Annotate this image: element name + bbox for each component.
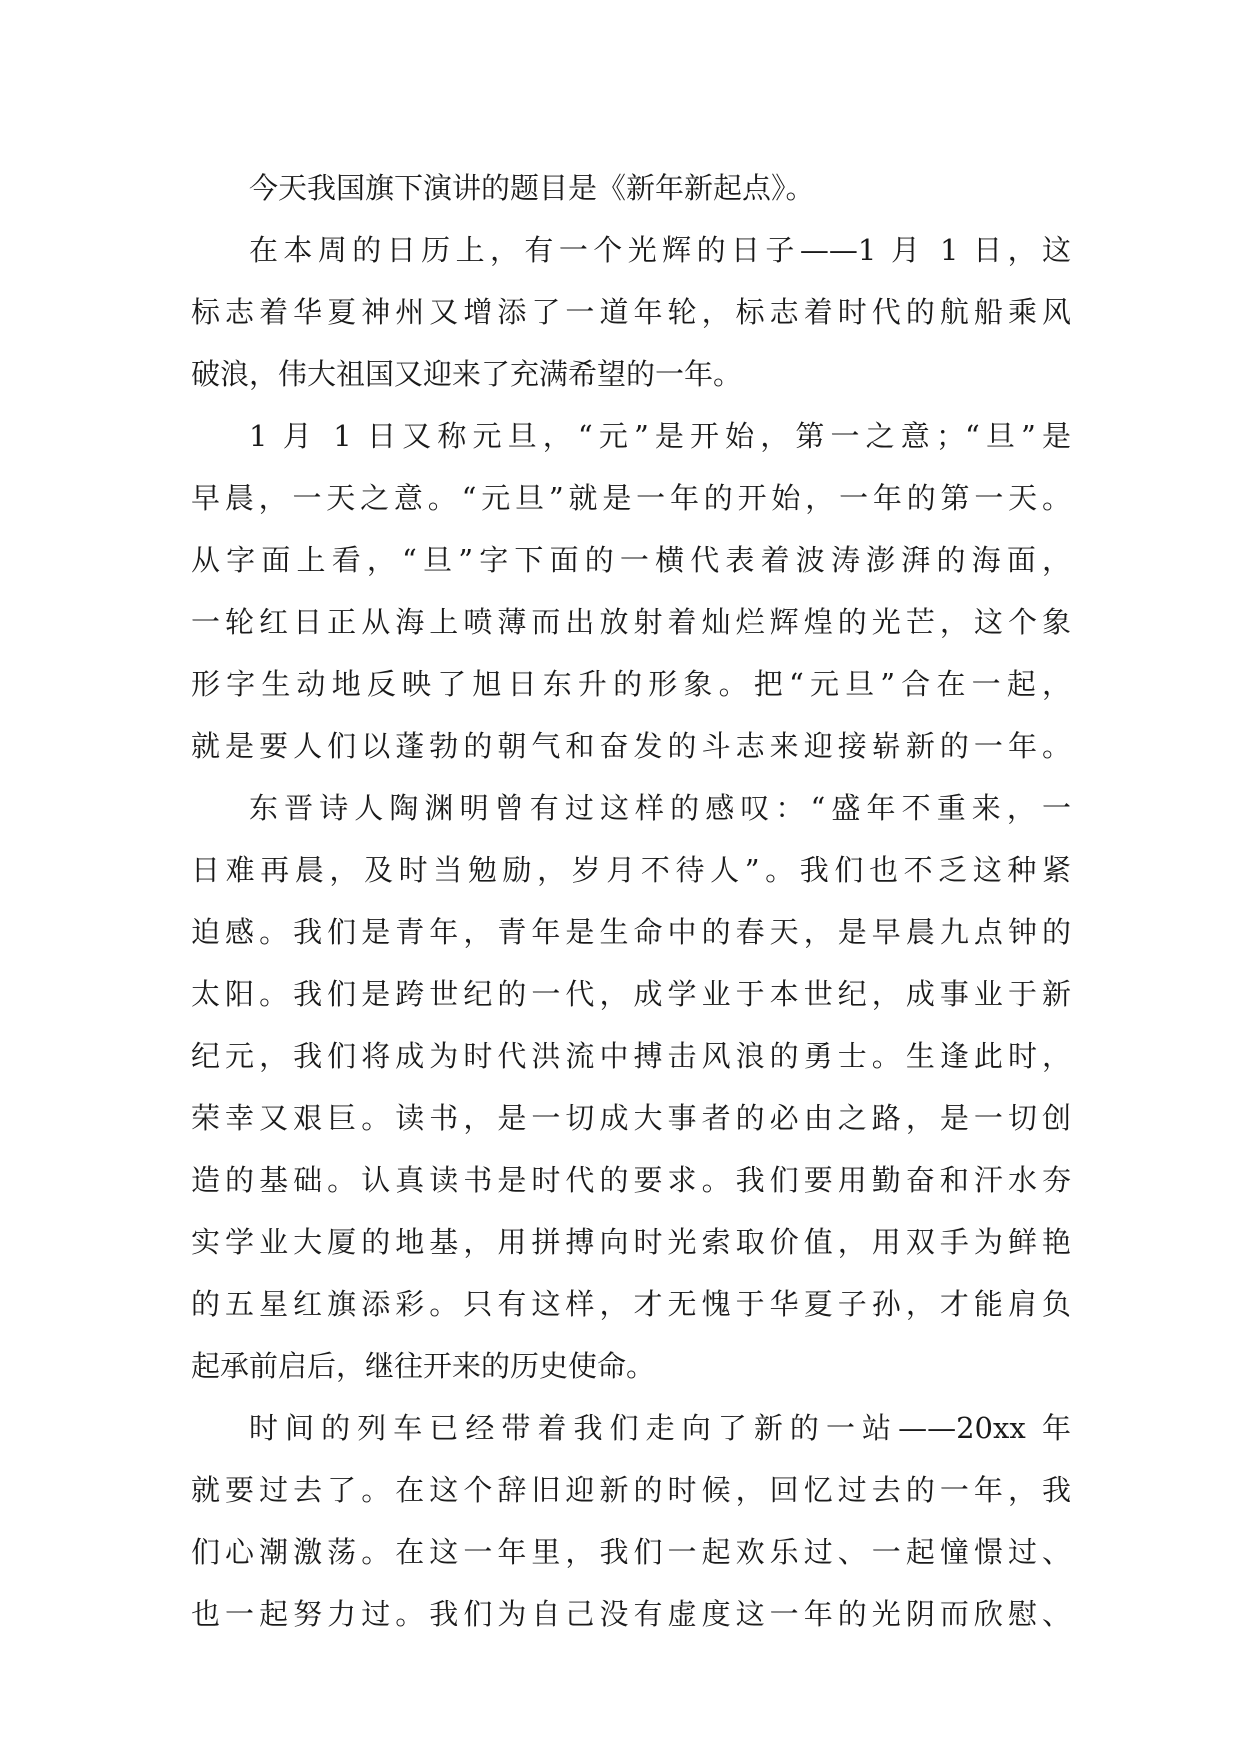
paragraph-line: 的五星红旗添彩。只有这样，才无愧于华夏子孙，才能肩负	[191, 1287, 1071, 1321]
paragraph-line: 荣幸又艰巨。读书，是一切成大事者的必由之路，是一切创	[191, 1101, 1071, 1135]
paragraph-line: 一轮红日正从海上喷薄而出放射着灿烂辉煌的光芒，这个象	[191, 605, 1071, 639]
paragraph-line: 起承前启后，继往开来的历史使命。	[191, 1349, 656, 1383]
paragraph-line: 形字生动地反映了旭日东升的形象。把“元旦”合在一起，	[191, 667, 1071, 701]
paragraph-line: 1 月 1 日又称元旦，“元”是开始，第一之意；“旦”是	[249, 419, 1071, 453]
paragraph-line: 标志着华夏神州又增添了一道年轮，标志着时代的航船乘风	[191, 295, 1071, 329]
paragraph-line: 早晨，一天之意。“元旦”就是一年的开始，一年的第一天。	[191, 481, 1071, 515]
paragraph-line: 今天我国旗下演讲的题目是《新年新起点》。	[249, 171, 815, 205]
paragraph-line: 也一起努力过。我们为自己没有虚度这一年的光阴而欣慰、	[191, 1597, 1071, 1631]
paragraph-line: 东晋诗人陶渊明曾有过这样的感叹：“盛年不重来，一	[249, 791, 1071, 825]
paragraph-line: 就要过去了。在这个辞旧迎新的时候，回忆过去的一年，我	[191, 1473, 1071, 1507]
paragraph-line: 日难再晨，及时当勉励，岁月不待人”。我们也不乏这种紧	[191, 853, 1071, 887]
paragraph-line: 时间的列车已经带着我们走向了新的一站——20xx 年	[249, 1411, 1071, 1445]
paragraph-line: 从字面上看，“旦”字下面的一横代表着波涛澎湃的海面，	[191, 543, 1071, 577]
paragraph-line: 们心潮激荡。在这一年里，我们一起欢乐过、一起憧憬过、	[191, 1535, 1071, 1569]
paragraph-line: 造的基础。认真读书是时代的要求。我们要用勤奋和汗水夯	[191, 1163, 1071, 1197]
paragraph-line: 实学业大厦的地基，用拼搏向时光索取价值，用双手为鲜艳	[191, 1225, 1071, 1259]
paragraph-line: 就是要人们以蓬勃的朝气和奋发的斗志来迎接崭新的一年。	[191, 729, 1071, 763]
document-body	[191, 157, 1071, 1645]
paragraph-line: 太阳。我们是跨世纪的一代，成学业于本世纪，成事业于新	[191, 977, 1071, 1011]
paragraph-line: 纪元，我们将成为时代洪流中搏击风浪的勇士。生逢此时，	[191, 1039, 1071, 1073]
paragraph-line: 破浪，伟大祖国又迎来了充满希望的一年。	[191, 357, 743, 391]
paragraph-line: 迫感。我们是青年，青年是生命中的春天，是早晨九点钟的	[191, 915, 1071, 949]
paragraph-line: 在本周的日历上，有一个光辉的日子——1 月 1 日，这	[249, 233, 1071, 267]
